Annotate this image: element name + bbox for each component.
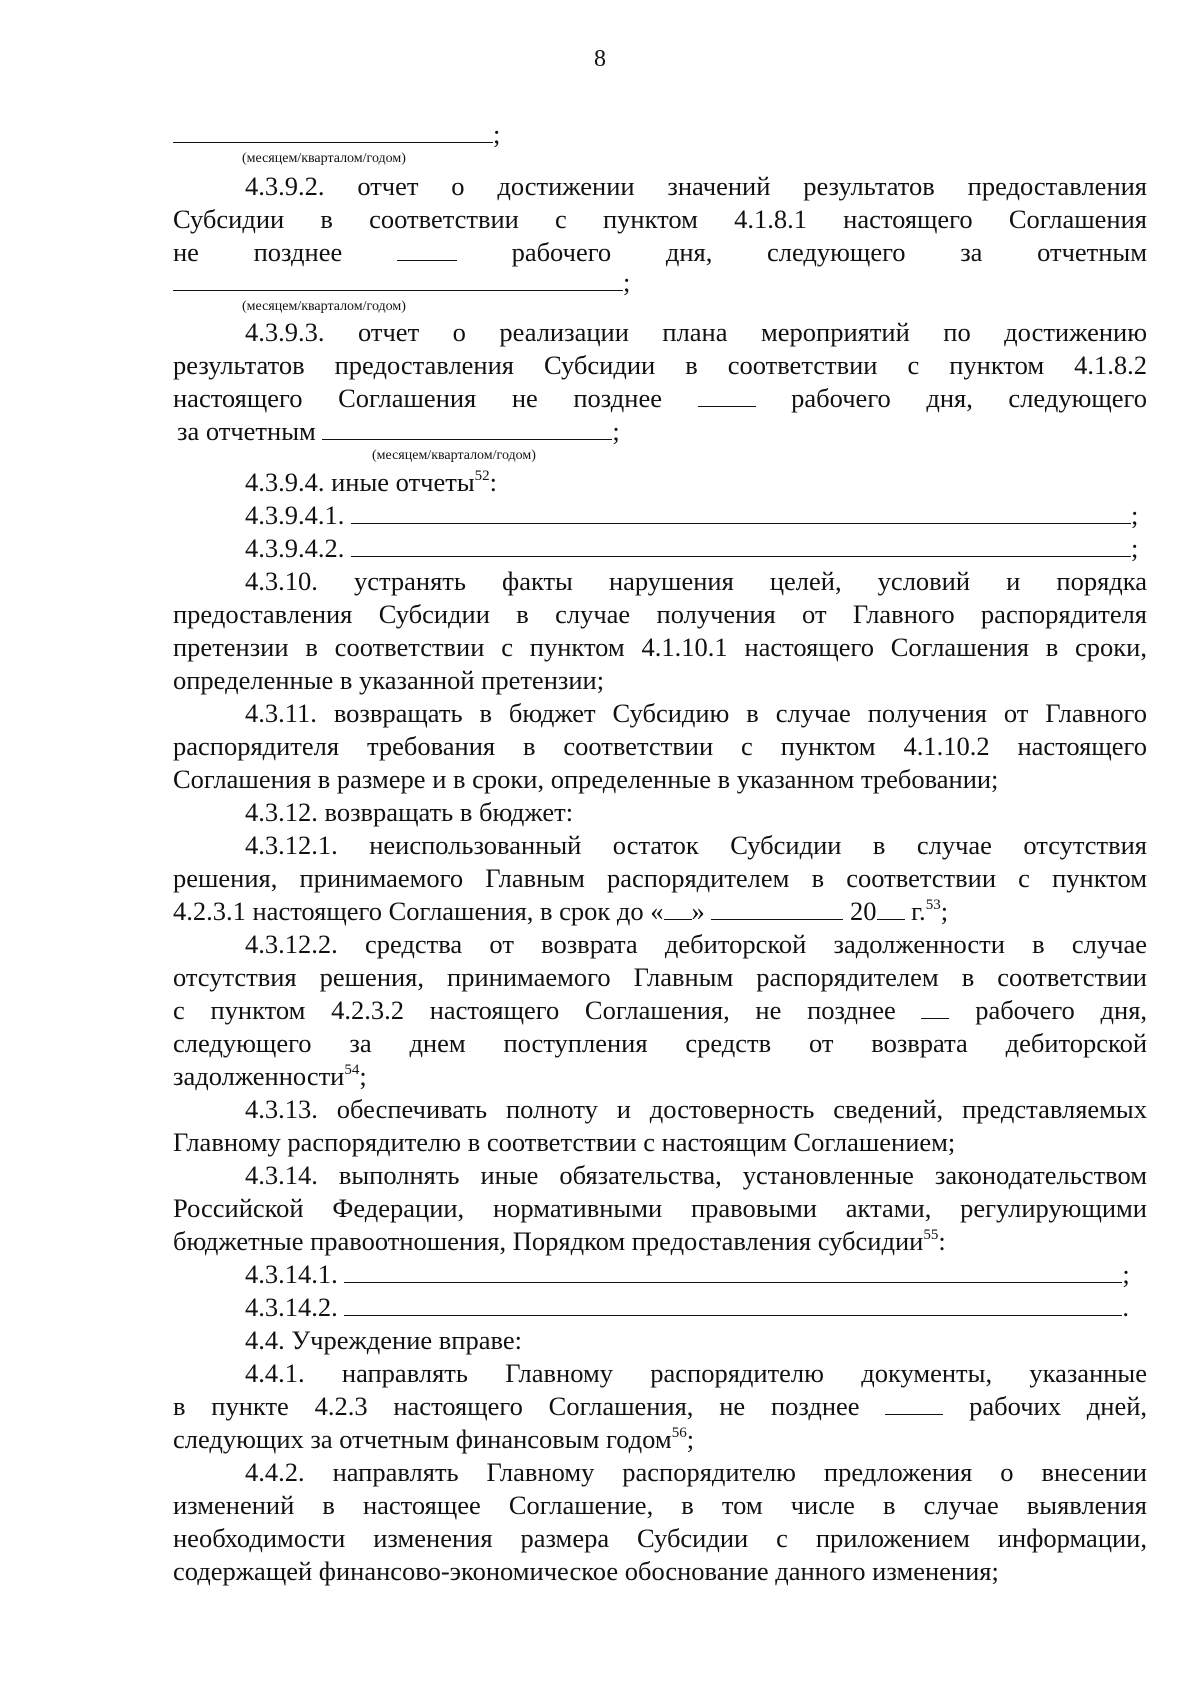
para-4313-line: Главному распорядителю в соответствии с настоящим Соглашением; — [173, 1127, 956, 1157]
fill-blank[interactable] — [344, 1260, 1122, 1283]
caption-period: (месяцем/кварталом/годом) — [242, 299, 406, 314]
fill-blank[interactable] — [698, 384, 756, 407]
para-442-line: содержащей финансово-экономическое обоснование данного изменения; — [173, 1556, 999, 1586]
para-4313-line: 4.3.13. обеспечивать полноту и достоверность сведений, представляемых — [245, 1094, 1147, 1124]
caption-period: (месяцем/кварталом/годом) — [242, 151, 406, 166]
para-43122-line: 4.3.12.2. средства от возврата дебиторской задолженности в случае — [245, 929, 1147, 959]
para-44-title: 4.4. Учреждение вправе: — [245, 1325, 522, 1355]
para-4310-line: предоставления Субсидии в случае получения от Главного распорядителя — [173, 599, 1147, 629]
footnote-ref: 56 — [671, 1425, 687, 1441]
footnote-ref: 53 — [925, 897, 941, 913]
para-43121-line: 4.3.12.1. неиспользованный остаток Субсидии в случае отсутствия — [245, 830, 1147, 860]
fill-blank[interactable] — [921, 996, 949, 1019]
para-4312-title: 4.3.12. возвращать в бюджет: — [245, 797, 574, 827]
para-4394-title: 4.3.9.4. иные отчеты$^{52}$: — [245, 467, 498, 497]
list-item: 4.3.14.2. . — [245, 1292, 1129, 1322]
blank-period-line: ; — [173, 266, 1147, 299]
fill-blank[interactable] — [322, 417, 612, 440]
page-number: 8 — [594, 46, 606, 72]
para-442-line: необходимости изменения размера Субсидии с приложением информации, — [173, 1523, 1147, 1553]
footnote-ref: 54 — [344, 1062, 360, 1078]
para-4314-line: 4.3.14. выполнять иные обязательства, установленные законодательством — [245, 1160, 1147, 1190]
para-4310-line: претензии в соответствии с пунктом 4.1.10.1 настоящего Соглашения в сроки, — [173, 632, 1147, 662]
para-441-line: следующих за отчетным финансовым годом$^{56}$; — [173, 1424, 695, 1454]
fill-blank[interactable] — [351, 501, 1131, 524]
para-441-line: в пункте 4.2.3 настоящего Соглашения, не позднее рабочих дней, — [173, 1391, 1148, 1421]
para-43122-line: с пунктом 4.2.3.2 настоящего Соглашения, не позднее рабочего дня, — [173, 995, 1148, 1025]
para-442-line: 4.4.2. направлять Главному распорядителю предложения о внесении — [245, 1457, 1147, 1487]
para-4393-line: 4.3.9.3. отчет о реализации плана мероприятий по достижению — [245, 317, 1147, 347]
para-4393-line: настоящего Соглашения не позднее рабочего дня, следующего — [173, 383, 1147, 413]
para-4314-line: бюджетные правоотношения, Порядком предоставления субсидии$^{55}$: — [173, 1226, 946, 1256]
para-4310-line: определенные в указанной претензии; — [173, 665, 605, 695]
fill-blank[interactable] — [344, 1293, 1122, 1316]
para-4314-line: Российской Федерации, нормативными правовыми актами, регулирующими — [173, 1193, 1147, 1223]
para-4393-line: результатов предоставления Субсидии в соответствии с пунктом 4.1.8.2 — [173, 350, 1147, 380]
para-4311-line: 4.3.11. возвращать в бюджет Субсидию в случае получения от Главного — [245, 698, 1147, 728]
para-43121-line: решения, принимаемого Главным распорядителем в соответствии с пунктом — [173, 863, 1147, 893]
para-4311-line: распорядителя требования в соответствии с пунктом 4.1.10.2 настоящего — [173, 731, 1147, 761]
caption-period: (месяцем/кварталом/годом) — [372, 448, 536, 463]
para-43122-line: отсутствия решения, принимаемого Главным распорядителем в соответствии — [173, 962, 1147, 992]
fill-blank[interactable] — [173, 268, 623, 291]
footnote-ref: 55 — [923, 1227, 939, 1243]
para-4392-line: 4.3.9.2. отчет о достижении значений результатов предоставления — [245, 171, 1147, 201]
para-43121-line: 4.2.3.1 настоящего Соглашения, в срок до « » 20 г.$^{53}$; — [173, 896, 949, 926]
para-4311-line: Соглашения в размере и в сроки, определенные в указанном требовании; — [173, 764, 999, 794]
para-43122-line: следующего за днем поступления средств от возврата дебиторской — [173, 1028, 1147, 1058]
fill-blank[interactable] — [351, 534, 1131, 557]
fill-blank[interactable] — [397, 238, 457, 261]
para-441-line: 4.4.1. направлять Главному распорядителю документы, указанные — [245, 1358, 1147, 1388]
list-item: 4.3.14.1. ; — [245, 1259, 1130, 1289]
fill-blank[interactable] — [664, 897, 692, 920]
list-item: 4.3.9.4.2. ; — [245, 533, 1139, 563]
para-442-line: изменений в настоящее Соглашение, в том числе в случае выявления — [173, 1490, 1147, 1520]
fill-blank[interactable] — [877, 897, 905, 920]
list-item: 4.3.9.4.1. ; — [245, 500, 1139, 530]
para-4393-line: за отчетным ; — [177, 416, 620, 446]
para-4310-line: 4.3.10. устранять факты нарушения целей, условий и порядка — [245, 566, 1147, 596]
para-4392-line: Субсидии в соответствии с пунктом 4.1.8.1 настоящего Соглашения — [173, 204, 1147, 234]
fill-blank[interactable] — [173, 120, 493, 143]
blank-period-line: ; — [173, 118, 1147, 151]
para-43122-line: задолженности$^{54}$; — [173, 1061, 367, 1091]
footnote-ref: 52 — [474, 468, 490, 484]
para-4392-line: не позднее рабочего дня, следующего за отчетным — [173, 237, 1148, 267]
fill-blank[interactable] — [711, 897, 843, 920]
fill-blank[interactable] — [885, 1392, 943, 1415]
